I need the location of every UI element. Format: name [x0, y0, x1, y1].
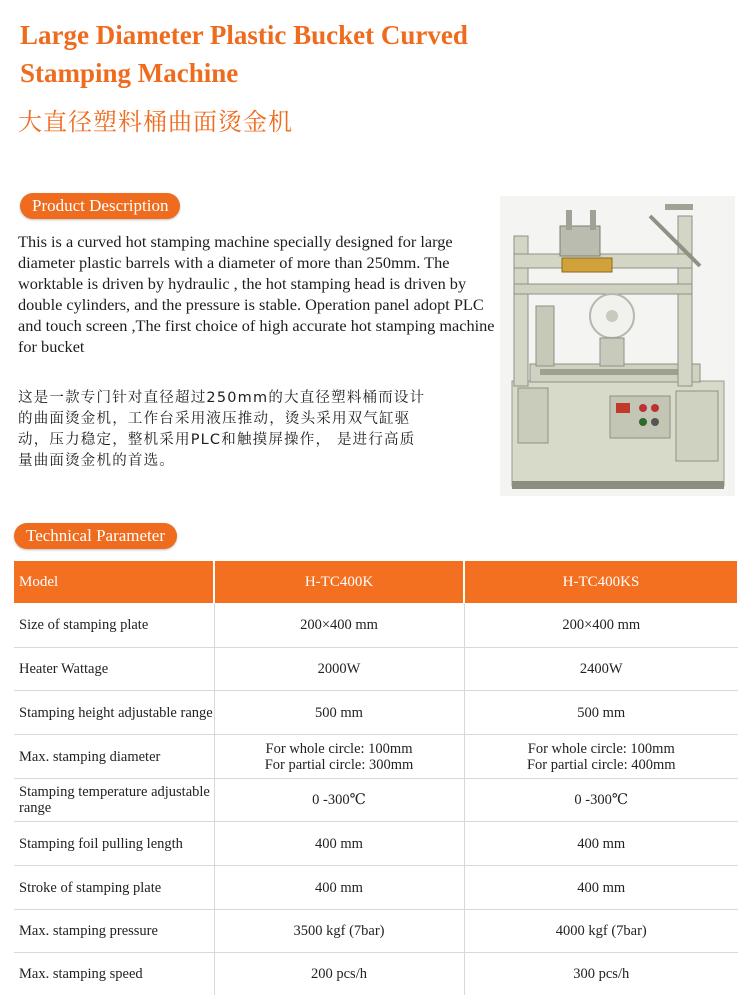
header-model: Model [14, 561, 214, 603]
machine-photo [500, 196, 735, 496]
table-row [14, 953, 738, 996]
parameter-name: Stamping foil pulling length [14, 822, 214, 866]
table-row [14, 822, 738, 866]
parameter-name: Stroke of stamping plate [14, 866, 214, 910]
technical-parameter-label: Technical Parameter [14, 523, 177, 549]
value-model-b: 2400W [464, 648, 738, 691]
parameter-name: Stamping height adjustable range [14, 691, 214, 735]
value-model-a: 3500 kgf (7bar) [214, 910, 464, 953]
value-model-a: 400 mm [214, 866, 464, 910]
parameter-name: Stamping temperature adjustable range [14, 779, 214, 822]
value-model-b: 0 -300℃ [464, 779, 738, 822]
value-model-b: 200×400 mm [464, 603, 738, 648]
value-model-b: 400 mm [464, 866, 738, 910]
parameter-name: Heater Wattage [14, 648, 214, 691]
value-model-b: 4000 kgf (7bar) [464, 910, 738, 953]
page-title: Large Diameter Plastic Bucket Curved Stamping Machine [20, 20, 468, 88]
description-chinese: 这是一款专门针对直径超过250mm的大直径塑料桶而设计的曲面烫金机，工作台采用液压推动，烫头采用双气缸驱动，压力稳定，整机采用PLC和触摸屏操作， 是进行高质量曲面烫金机的首选。 [18, 390, 426, 469]
table-header-row [14, 561, 738, 603]
description-english: This is a curved hot stamping machine specially designed for large diameter plastic barrels with a diameter of more than 250mm. The worktable is driven by hydraulic , the hot stamping head is driven by double cylinders, and the pressure is stable. Operation panel adopt PLC and touch screen ,The first choice of high accurate hot stamping machine for bucket [18, 232, 495, 356]
value-model-b: 500 mm [464, 691, 738, 735]
table-row [14, 691, 738, 735]
value-model-a: 400 mm [214, 822, 464, 866]
table-row [14, 735, 738, 779]
table-row [14, 648, 738, 691]
table-row [14, 866, 738, 910]
parameter-name: Size of stamping plate [14, 603, 214, 648]
parameter-name: Max. stamping diameter [14, 735, 214, 779]
parameter-name: Max. stamping speed [14, 953, 214, 996]
value-model-b: 400 mm [464, 822, 738, 866]
product-description-label: Product Description [20, 193, 180, 219]
value-model-a: 200×400 mm [214, 603, 464, 648]
table-row [14, 910, 738, 953]
table-row [14, 603, 738, 648]
technical-parameter-table [14, 561, 739, 995]
value-model-a: For whole circle: 100mm For partial circle: 300mm [214, 735, 464, 779]
value-model-b: 300 pcs/h [573, 966, 630, 982]
value-model-a: 500 mm [214, 691, 464, 735]
page-title-chinese: 大直径塑料桶曲面烫金机 [18, 108, 293, 136]
header-model-a: H-TC400K [214, 561, 464, 603]
value-model-b: For whole circle: 100mm For partial circle: 400mm [464, 735, 738, 779]
value-model-a: 0 -300℃ [214, 779, 464, 822]
header-model-b: H-TC400KS [464, 561, 738, 603]
table-row [14, 779, 738, 822]
parameter-name: Max. stamping pressure [14, 910, 214, 953]
value-model-a: 2000W [214, 648, 464, 691]
value-model-a: 200 pcs/h [214, 953, 464, 996]
